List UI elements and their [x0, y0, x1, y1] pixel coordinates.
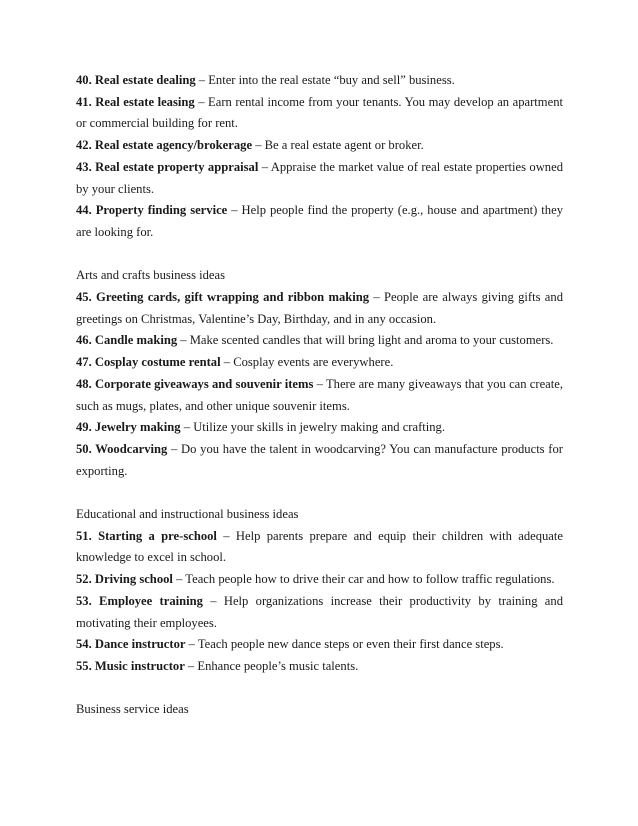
item-title: 52. Driving school	[76, 572, 173, 587]
item-description: – Make scented candles that will bring light and aroma to your customers.	[177, 333, 554, 348]
section-heading-business-service: Business service ideas	[76, 702, 189, 717]
item-description: – Cosplay events are everywhere.	[220, 355, 394, 370]
document-body	[76, 70, 563, 721]
list-item	[76, 330, 563, 352]
list-item	[76, 200, 563, 243]
item-description: – There are many giveaways that you can create, such as mugs, plates, and other unique souvenir items.	[76, 376, 563, 413]
item-title: 44. Property finding service	[76, 203, 228, 218]
item-title: 46. Candle making	[76, 333, 178, 348]
list-item	[76, 92, 563, 135]
item-title: 51. Starting a pre-school	[76, 528, 217, 543]
list-item	[76, 70, 563, 92]
item-description: – Teach people how to drive their car and how to follow traffic regulations.	[172, 572, 555, 587]
item-description: – Enhance people’s music talents.	[184, 658, 359, 673]
item-title: 48. Corporate giveaways and souvenir items	[76, 376, 314, 391]
item-title: 53. Employee training	[76, 593, 203, 608]
item-description: – Help parents prepare and equip their children with adequate knowledge to excel in school.	[76, 528, 563, 565]
list-item	[76, 591, 563, 634]
item-title: 54. Dance instructor	[76, 637, 186, 652]
item-description: – People are always giving gifts and greetings on Christmas, Valentine’s Day, Birthday, and in any occasion.	[76, 290, 563, 326]
item-description: – Enter into the real estate “buy and sell” business.	[195, 73, 455, 87]
item-title: 47. Cosplay costume rental	[76, 355, 221, 370]
arts-crafts-list	[76, 287, 563, 482]
list-item	[76, 634, 563, 656]
list-item	[76, 417, 563, 439]
list-item	[76, 287, 563, 330]
item-description: – Appraise the market value of real estate properties owned by your clients.	[76, 159, 563, 196]
item-title: 50. Woodcarving	[76, 441, 168, 456]
item-title: 49. Jewelry making	[76, 420, 181, 435]
item-description: – Be a real estate agent or broker.	[252, 138, 424, 153]
item-description: – Earn rental income from your tenants. You may develop an apartment or commercial building for rent.	[76, 94, 563, 131]
item-description: – Help organizations increase their productivity by training and motivating their employees.	[76, 593, 563, 630]
item-description: – Utilize your skills in jewelry making and crafting.	[180, 420, 446, 435]
list-item	[76, 439, 563, 482]
section-heading-educational: Educational and instructional business ideas	[76, 507, 299, 522]
list-item	[76, 656, 563, 678]
item-title: 41. Real estate leasing	[76, 94, 195, 109]
item-title: 45. Greeting cards, gift wrapping and ribbon making	[76, 290, 370, 305]
list-item	[76, 374, 563, 417]
list-item	[76, 135, 563, 157]
real-estate-list	[76, 70, 563, 244]
item-description: – Do you have the talent in woodcarving? You can manufacture products for exporting.	[76, 441, 563, 478]
list-item	[76, 569, 563, 591]
list-item	[76, 352, 563, 374]
section-heading-arts-crafts: Arts and crafts business ideas	[76, 268, 225, 283]
item-description: – Teach people new dance steps or even their first dance steps.	[185, 637, 504, 652]
list-item	[76, 526, 563, 569]
item-title: 43. Real estate property appraisal	[76, 159, 259, 174]
list-item	[76, 157, 563, 200]
educational-list	[76, 526, 563, 678]
item-title: 55. Music instructor	[76, 658, 185, 673]
item-title: 40. Real estate dealing	[76, 73, 196, 87]
item-title: 42. Real estate agency/brokerage	[76, 138, 253, 153]
item-description: – Help people find the property (e.g., house and apartment) they are looking for.	[76, 203, 563, 239]
